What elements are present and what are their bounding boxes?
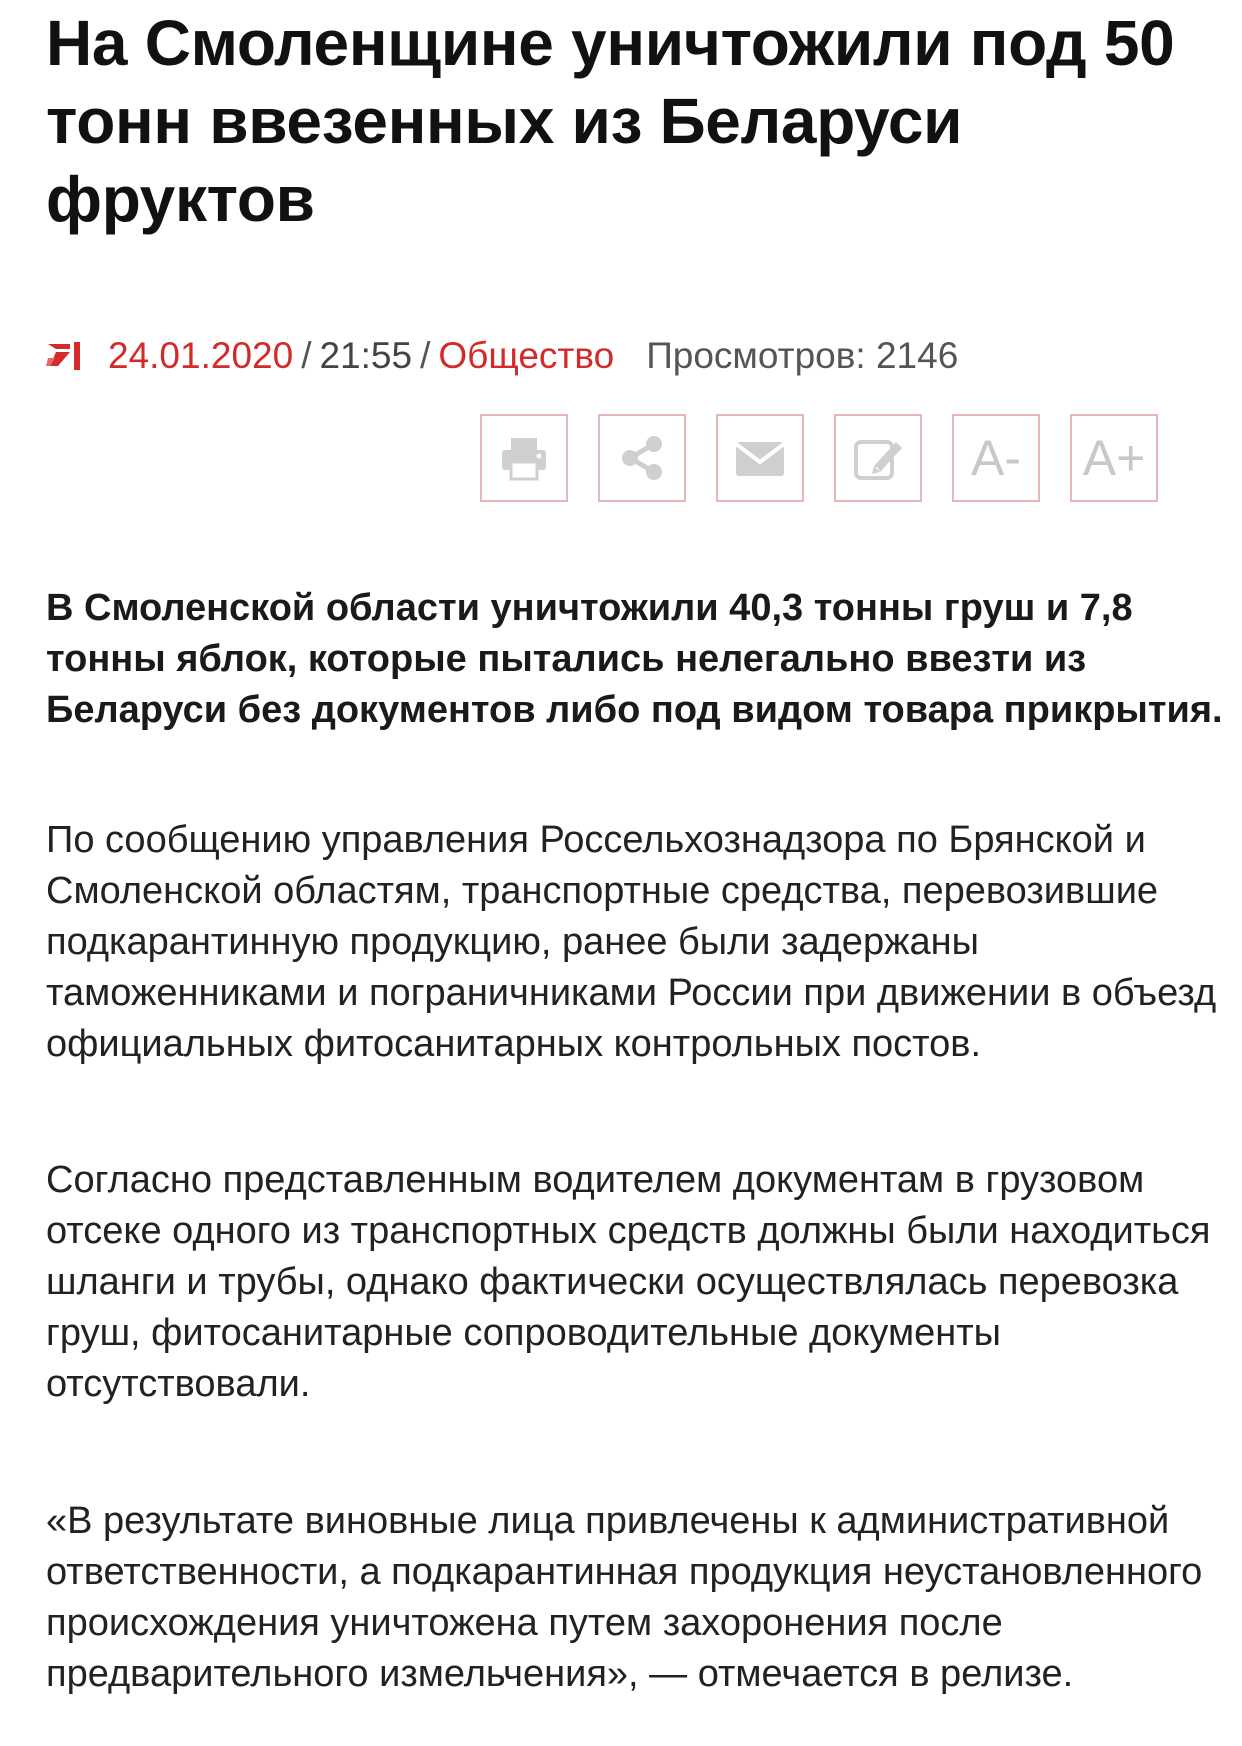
article-meta <box>46 334 958 378</box>
site-logo-icon <box>46 336 86 376</box>
article <box>46 0 1223 1695</box>
article-views-count: Просмотров: 2146 <box>646 335 959 376</box>
article-category-link[interactable]: Общество <box>438 335 615 376</box>
print-icon <box>496 430 552 486</box>
article-toolbar <box>480 414 1158 502</box>
article-paragraph: «В результате виновные лица привлечены к административной ответственности, а подкарантинная продукция неустановленного происхождения уничтожена путем захоронения после предварительного измельчения», — отмечается в релизе. <box>46 1500 1203 1695</box>
meta-separator: / <box>420 335 431 376</box>
share-icon <box>614 430 670 486</box>
font-decrease-label: A- <box>971 430 1021 486</box>
edit-button[interactable] <box>834 414 922 502</box>
article-paragraph: По сообщению управления Россельхознадзора по Брянской и Смоленской областям, транспортные средства, перевозившие подкарантинную продукцию, ранее были задержаны таможенниками и пограничниками России при движении в объезд официальных фитосанитарных контрольных постов. <box>46 819 1217 1065</box>
article-paragraph: Согласно представленным водителем документам в грузовом отсеке одного из транспортных средств должны были находиться шланги и трубы, однако фактически осуществлялась перевозка груш, фитосанитарные сопроводительные документы отсутствовали. <box>46 1159 1211 1405</box>
envelope-icon <box>732 430 788 486</box>
article-time: 21:55 <box>319 335 413 376</box>
share-button[interactable] <box>598 414 686 502</box>
font-increase-button[interactable] <box>1070 414 1158 502</box>
email-button[interactable] <box>716 414 804 502</box>
meta-separator: / <box>301 335 312 376</box>
article-date[interactable]: 24.01.2020 <box>108 335 294 376</box>
edit-icon <box>850 430 906 486</box>
font-increase-label: A+ <box>1082 430 1146 486</box>
article-lead: В Смоленской области уничтожили 40,3 тонны груш и 7,8 тонны яблок, которые пытались нелегально ввезти из Беларуси без документов либо под видом товара прикрытия. <box>46 587 1223 731</box>
font-decrease-button[interactable] <box>952 414 1040 502</box>
article-title: На Смоленщине уничтожили под 50 тонн ввезенных из Беларуси фруктов <box>46 7 1175 235</box>
print-button[interactable] <box>480 414 568 502</box>
